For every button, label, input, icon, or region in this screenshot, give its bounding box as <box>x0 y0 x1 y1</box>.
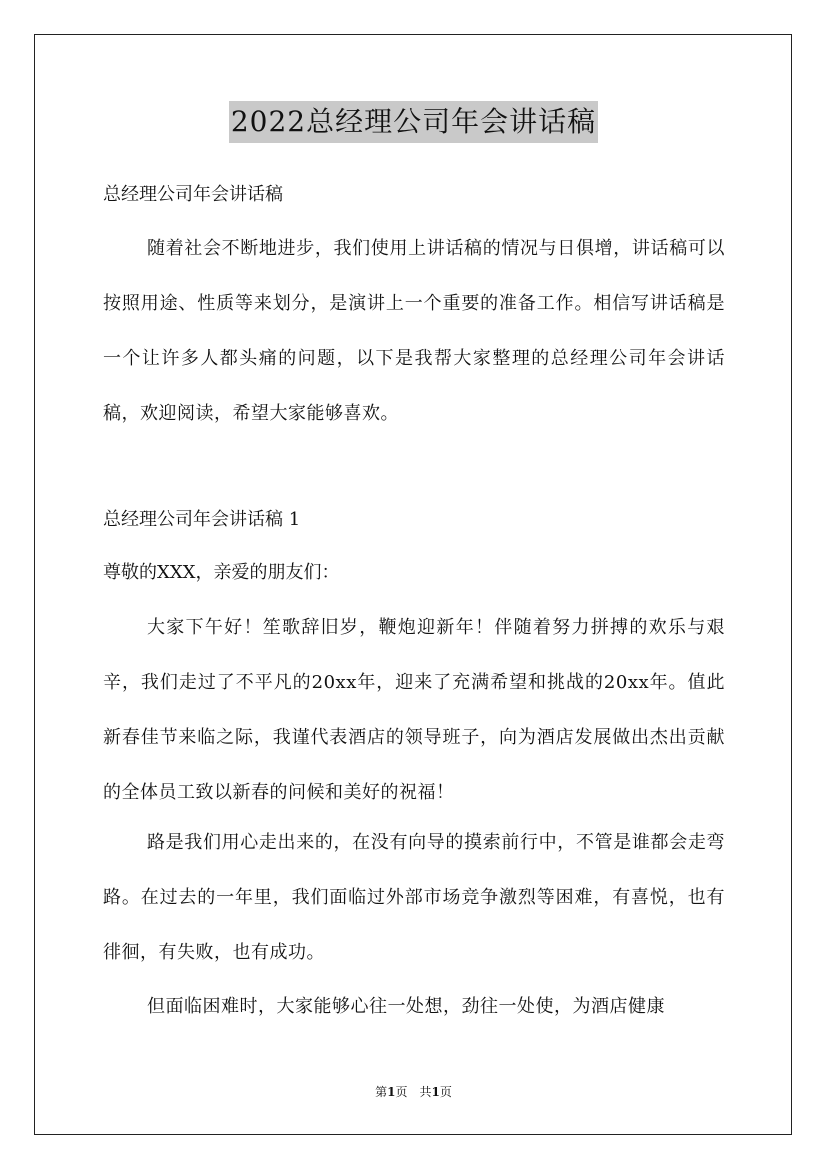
footer-page-prefix: 第 <box>375 1085 388 1099</box>
body-paragraph-1: 大家下午好！笙歌辞旧岁，鞭炮迎新年！伴随着努力拼搏的欢乐与艰辛，我们走过了不平凡的20xx年，迎来了充满希望和挑战的20xx年。值此新春佳节来临之际，我谨代表酒店的领导班子，向为酒店发展做出杰出贡献的全体员工致以新春的问候和美好的祝福！ <box>103 617 725 803</box>
greeting: 尊敬的XXX，亲爱的朋友们： <box>103 562 340 583</box>
body-paragraph-2: 路是我们用心走出来的，在没有向导的摸索前行中，不管是谁都会走弯路。在过去的一年里，我们面临过外部市场竞争激烈等困难，有喜悦，也有徘徊，有失败，也有成功。 <box>103 832 725 963</box>
footer-page-mid: 页 共 <box>395 1085 432 1099</box>
intro-paragraph: 随着社会不断地进步，我们使用上讲话稿的情况与日俱增，讲话稿可以按照用途、性质等来划分，是演讲上一个重要的准备工作。相信写讲话稿是一个让许多人都头痛的问题，以下是我帮大家整理的总经理公司年会讲话稿，欢迎阅读，希望大家能够喜欢。 <box>103 238 725 424</box>
footer-page-suffix: 页 <box>439 1085 452 1099</box>
document-subtitle: 总经理公司年会讲话稿 <box>103 184 283 205</box>
document-title: 2022总经理公司年会讲话稿 <box>229 101 598 143</box>
page-footer <box>0 1084 827 1100</box>
footer-page-total: 1 <box>431 1085 440 1099</box>
section-heading: 总经理公司年会讲话稿 1 <box>103 509 301 530</box>
footer-page-current: 1 <box>387 1085 396 1099</box>
title-container <box>0 101 827 143</box>
body-paragraph-3: 但面临困难时，大家能够心往一处想，劲往一处使，为酒店健康 <box>147 996 665 1017</box>
